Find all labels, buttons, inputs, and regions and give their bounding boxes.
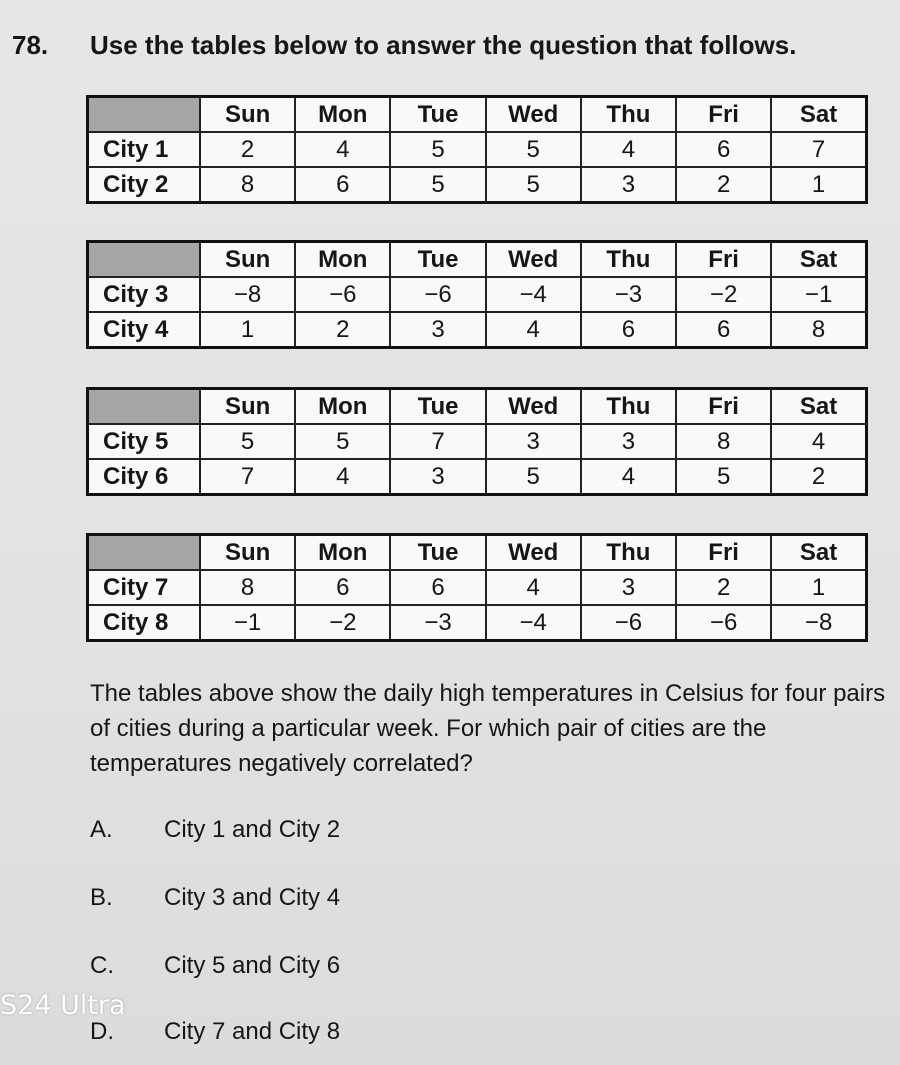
table-row (88, 570, 867, 605)
temp-cell: −6 (390, 277, 485, 312)
temp-cell: 3 (390, 459, 485, 495)
temp-cell: −1 (200, 605, 295, 641)
temp-cell: 5 (676, 459, 771, 495)
temp-cell: 2 (295, 312, 390, 348)
temp-cell: 5 (486, 167, 581, 203)
table-header-row (88, 389, 867, 425)
day-header: Fri (676, 242, 771, 278)
temp-cell: 6 (295, 167, 390, 203)
temperature-table-4 (86, 533, 868, 642)
temp-cell: 3 (581, 167, 676, 203)
temp-cell: 5 (200, 424, 295, 459)
table-header-row (88, 97, 867, 133)
day-header: Thu (581, 535, 676, 571)
temp-cell: 5 (486, 459, 581, 495)
question-paragraph: The tables above show the daily high temperatures in Celsius for four pairs of cities during a particular week. For which pair of cities are the temperatures negatively correlated? (90, 680, 886, 777)
answer-choice-d[interactable] (90, 1018, 340, 1046)
day-header: Tue (390, 389, 485, 425)
temp-cell: 1 (771, 167, 866, 203)
temp-cell: 8 (771, 312, 866, 348)
table-row (88, 424, 867, 459)
day-header: Mon (295, 535, 390, 571)
temperature-table-3 (86, 387, 868, 496)
temp-cell: 5 (486, 132, 581, 167)
temp-cell: 6 (295, 570, 390, 605)
question-prompt: Use the tables below to answer the question that follows. (90, 30, 797, 60)
temp-cell: −2 (295, 605, 390, 641)
temp-cell: 2 (676, 570, 771, 605)
temp-cell: −6 (676, 605, 771, 641)
day-header: Thu (581, 97, 676, 133)
choice-text: City 1 and City 2 (164, 816, 341, 843)
temp-cell: 6 (676, 312, 771, 348)
day-header: Wed (486, 389, 581, 425)
choice-text: City 5 and City 6 (164, 952, 341, 979)
day-header: Fri (676, 535, 771, 571)
temp-cell: 4 (581, 459, 676, 495)
choice-text: City 7 and City 8 (164, 1018, 341, 1045)
answer-choice-b[interactable] (90, 884, 340, 912)
day-header: Tue (390, 535, 485, 571)
day-header: Wed (486, 97, 581, 133)
temperature-table-1 (86, 95, 868, 204)
table-row (88, 459, 867, 495)
city-label: City 7 (88, 570, 201, 605)
temp-cell: −3 (581, 277, 676, 312)
city-label: City 5 (88, 424, 201, 459)
day-header: Sun (200, 242, 295, 278)
temp-cell: −1 (771, 277, 866, 312)
temp-cell: −4 (486, 277, 581, 312)
temp-cell: 8 (200, 167, 295, 203)
day-header: Fri (676, 389, 771, 425)
temp-cell: 4 (295, 132, 390, 167)
temp-cell: 2 (200, 132, 295, 167)
temp-cell: 4 (486, 570, 581, 605)
header-corner-cell (88, 242, 201, 278)
temp-cell: 7 (200, 459, 295, 495)
temp-cell: 7 (771, 132, 866, 167)
day-header: Sun (200, 389, 295, 425)
choice-letter: D. (90, 1018, 114, 1045)
table-header-row (88, 242, 867, 278)
temp-cell: 4 (486, 312, 581, 348)
temp-cell: 1 (200, 312, 295, 348)
temp-cell: 1 (771, 570, 866, 605)
table-header-row (88, 535, 867, 571)
choice-letter: B. (90, 884, 113, 911)
temp-cell: −2 (676, 277, 771, 312)
temp-cell: 5 (390, 132, 485, 167)
choice-letter: C. (90, 952, 114, 979)
day-header: Tue (390, 97, 485, 133)
city-label: City 6 (88, 459, 201, 495)
day-header: Mon (295, 389, 390, 425)
temp-cell: 2 (771, 459, 866, 495)
temp-cell: 2 (676, 167, 771, 203)
day-header: Sat (771, 389, 866, 425)
temp-cell: 7 (390, 424, 485, 459)
temp-cell: 3 (486, 424, 581, 459)
temperature-table-2 (86, 240, 868, 349)
temp-cell: −6 (295, 277, 390, 312)
day-header: Sun (200, 97, 295, 133)
city-label: City 4 (88, 312, 201, 348)
table-row (88, 277, 867, 312)
table-row (88, 605, 867, 641)
temp-cell: 8 (676, 424, 771, 459)
city-label: City 3 (88, 277, 201, 312)
day-header: Fri (676, 97, 771, 133)
temp-cell: −3 (390, 605, 485, 641)
temp-cell: −8 (771, 605, 866, 641)
city-label: City 2 (88, 167, 201, 203)
temp-cell: −4 (486, 605, 581, 641)
choice-letter: A. (90, 816, 113, 843)
choice-text: City 3 and City 4 (164, 884, 341, 911)
table-row (88, 312, 867, 348)
temp-cell: 4 (581, 132, 676, 167)
day-header: Sat (771, 97, 866, 133)
header-corner-cell (88, 389, 201, 425)
city-label: City 8 (88, 605, 201, 641)
temp-cell: 5 (295, 424, 390, 459)
day-header: Sun (200, 535, 295, 571)
answer-choice-a[interactable] (90, 816, 340, 844)
temp-cell: −8 (200, 277, 295, 312)
day-header: Sat (771, 242, 866, 278)
day-header: Tue (390, 242, 485, 278)
camera-watermark: S24 Ultra (0, 990, 126, 1021)
table-row (88, 132, 867, 167)
table-row (88, 167, 867, 203)
day-header: Thu (581, 242, 676, 278)
temp-cell: 6 (581, 312, 676, 348)
question-number: 78. (12, 30, 49, 60)
temp-cell: 6 (676, 132, 771, 167)
day-header: Thu (581, 389, 676, 425)
temp-cell: 3 (390, 312, 485, 348)
temp-cell: −6 (581, 605, 676, 641)
temp-cell: 6 (390, 570, 485, 605)
city-label: City 1 (88, 132, 201, 167)
temp-cell: 8 (200, 570, 295, 605)
temp-cell: 4 (295, 459, 390, 495)
day-header: Wed (486, 242, 581, 278)
day-header: Mon (295, 242, 390, 278)
temp-cell: 3 (581, 570, 676, 605)
header-corner-cell (88, 97, 201, 133)
day-header: Wed (486, 535, 581, 571)
answer-choice-c[interactable] (90, 952, 340, 980)
header-corner-cell (88, 535, 201, 571)
day-header: Mon (295, 97, 390, 133)
temp-cell: 3 (581, 424, 676, 459)
day-header: Sat (771, 535, 866, 571)
temp-cell: 5 (390, 167, 485, 203)
temp-cell: 4 (771, 424, 866, 459)
